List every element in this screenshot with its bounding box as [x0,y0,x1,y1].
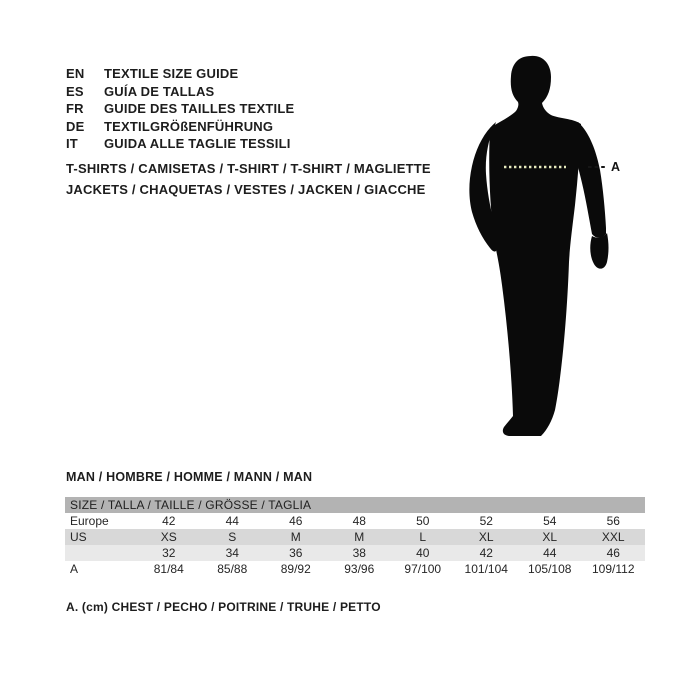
silhouette-body [489,56,581,436]
table-cell: 85/88 [201,561,265,577]
garment-line-jackets: JACKETS / CHAQUETAS / VESTES / JACKEN / GIACCHE [66,181,426,197]
language-code: DE [66,118,85,134]
table-cell: S [201,529,265,545]
list-item [66,83,294,101]
language-code: EN [66,66,85,81]
table-cell: 32 [137,545,201,561]
row-label-empty [65,545,137,561]
table-cell: 44 [518,545,582,561]
row-label-europe: Europe [65,513,137,529]
language-code: FR [66,101,84,116]
table-cell: 109/112 [582,561,646,577]
table-cell: 105/108 [518,561,582,577]
table-cell: 46 [264,513,328,529]
language-title: TEXTILGRÖßENFÜHRUNG [104,118,274,134]
table-cell: 89/92 [264,561,328,577]
size-table [65,497,645,577]
list-item [66,118,294,136]
language-code: ES [66,83,84,99]
measurement-label-a: A [611,160,621,174]
language-title: GUIDE DES TAILLES TEXTILE [104,101,295,116]
table-cell: 46 [582,545,646,561]
table-cell: 56 [582,513,646,529]
silhouette-right-hand [590,233,608,269]
list-item [66,135,294,153]
table-cell: XS [137,529,201,545]
language-title: GUÍA DE TALLAS [104,83,215,99]
man-silhouette-figure [430,40,690,460]
size-table-header: SIZE / TALLA / TAILLE / GRÖSSE / TAGLIA [65,497,645,513]
row-label-us: US [65,529,137,545]
table-cell: XXL [582,529,646,545]
table-cell: 81/84 [137,561,201,577]
language-list [66,65,294,153]
garment-types [66,159,431,200]
language-title: GUIDA ALLE TAGLIE TESSILI [104,136,291,151]
table-cell: 50 [391,513,455,529]
table-cell: 40 [391,545,455,561]
list-item [66,65,294,83]
language-code: IT [66,136,78,151]
table-cell: M [264,529,328,545]
table-cell: 44 [201,513,265,529]
table-cell: L [391,529,455,545]
row-label-a: A [65,561,137,577]
table-cell: 54 [518,513,582,529]
table-cell: XL [518,529,582,545]
language-title: TEXTILE SIZE GUIDE [104,66,239,81]
table-cell: 38 [328,545,392,561]
garment-line-tshirts: T-SHIRTS / CAMISETAS / T-SHIRT / T-SHIRT / MAGLIETTE [66,161,431,176]
table-cell: 36 [264,545,328,561]
measurement-footnote: A. (cm) CHEST / PECHO / POITRINE / TRUHE / PETTO [66,600,381,614]
table-cell: 52 [455,513,519,529]
section-heading-man: MAN / HOMBRE / HOMME / MANN / MAN [66,470,313,484]
table-cell: 42 [137,513,201,529]
table-cell: 34 [201,545,265,561]
table-cell: 101/104 [455,561,519,577]
table-cell: 97/100 [391,561,455,577]
list-item [66,100,294,118]
table-cell: 93/96 [328,561,392,577]
table-cell: M [328,529,392,545]
table-cell: 48 [328,513,392,529]
table-cell: 42 [455,545,519,561]
table-cell: XL [455,529,519,545]
